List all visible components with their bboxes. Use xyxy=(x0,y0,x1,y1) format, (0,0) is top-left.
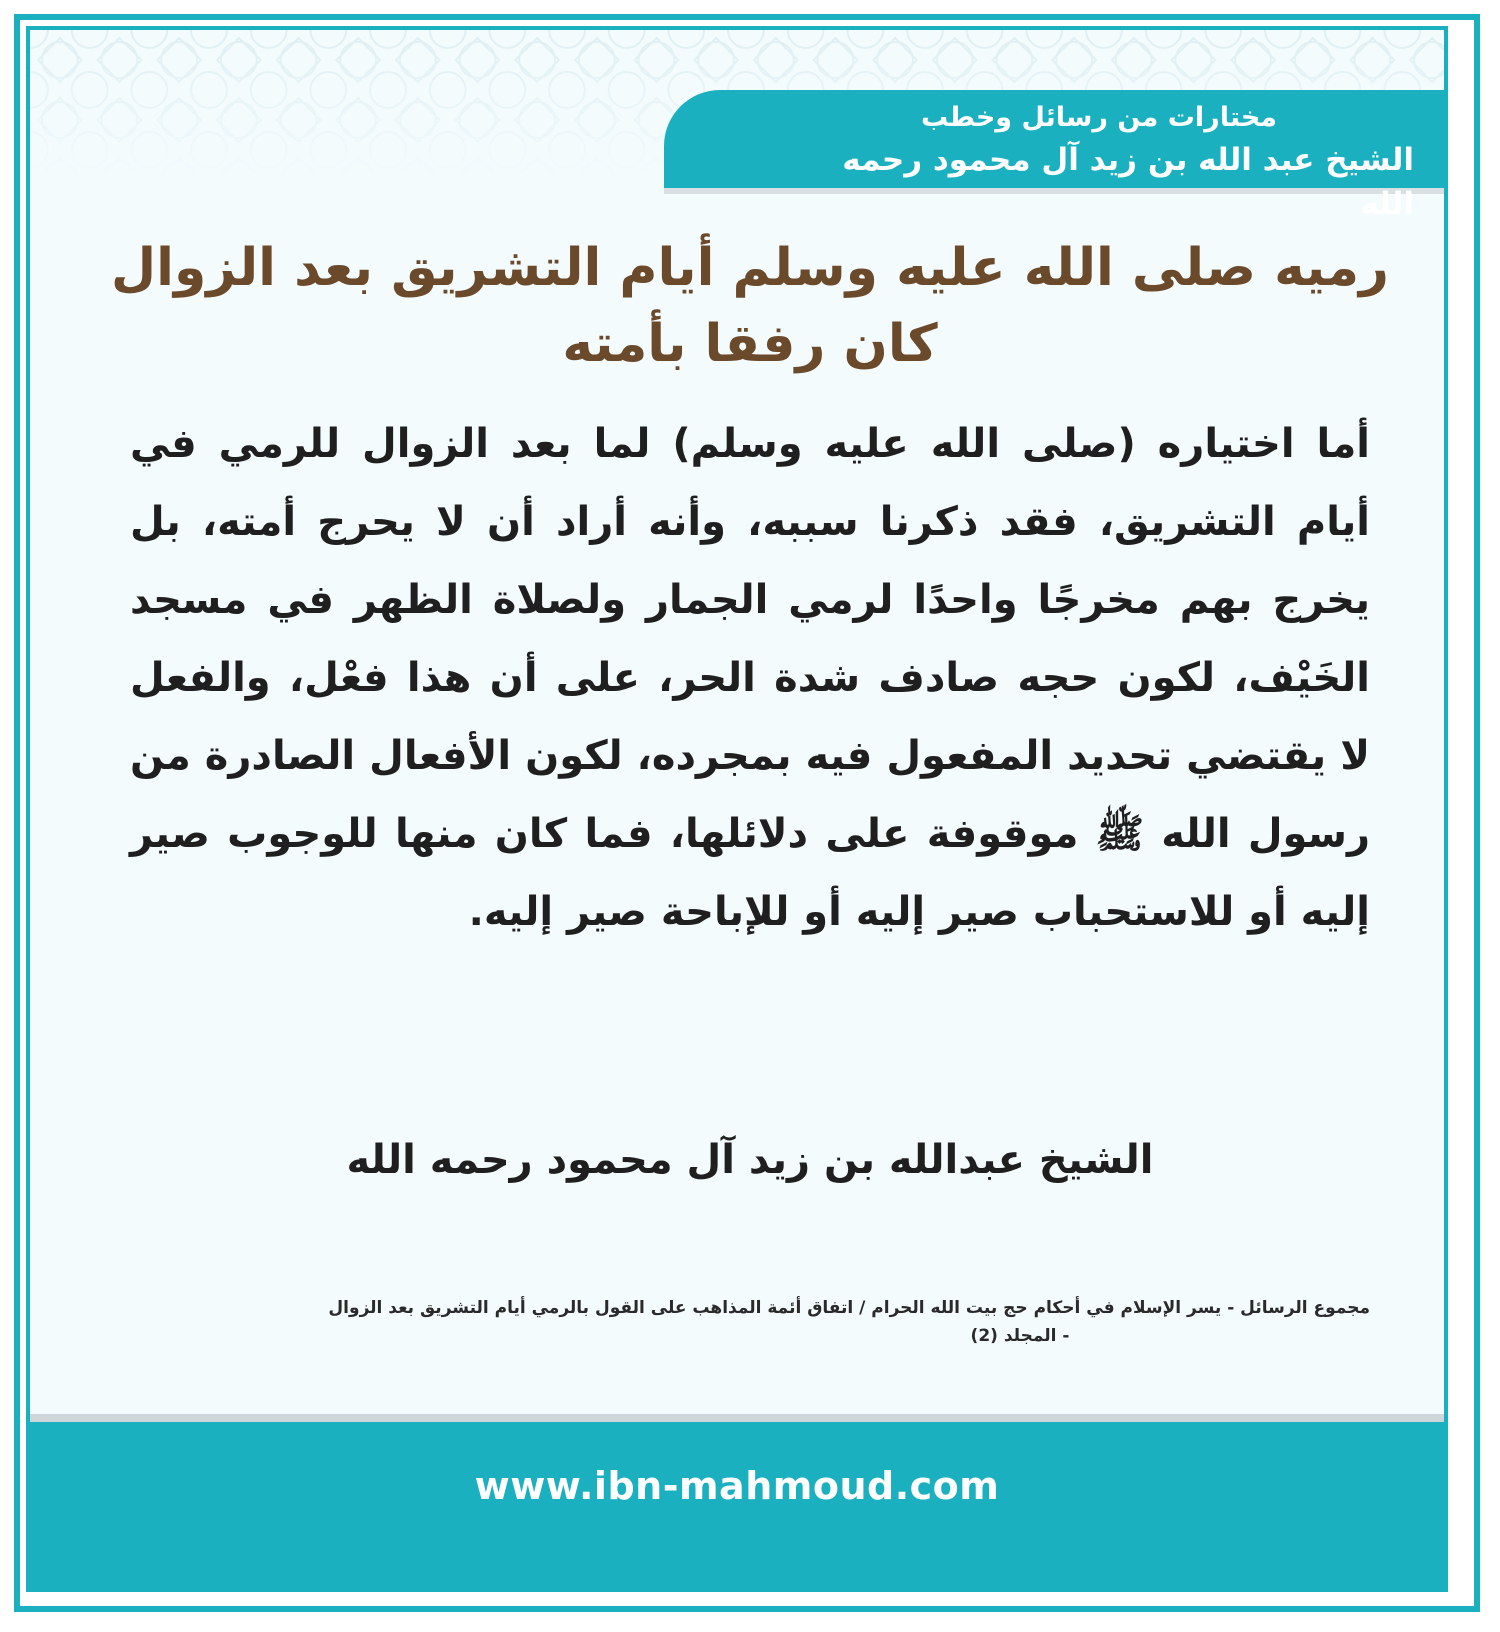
source-citation xyxy=(110,1294,1370,1350)
header-author-name: الشيخ عبد الله بن زيد آل محمود رحمه الله xyxy=(842,142,1414,222)
header-series-title: مختارات من رسائل وخطب xyxy=(920,102,1278,133)
source-citation-line2: - المجلد (2) xyxy=(970,1326,1070,1346)
website-link[interactable]: www.ibn-mahmoud.com xyxy=(474,1464,1000,1508)
source-citation-line1: مجموع الرسائل - يسر الإسلام في أحكام حج بيت الله الحرام / اتفاق أئمة المذاهب على القول بالرمي أيام التشريق بعد الزوال xyxy=(328,1298,1370,1318)
article-body: أما اختياره (صلى الله عليه وسلم) لما بعد الزوال للرمي في أيام التشريق، فقد ذكرنا سببه، وأنه أراد أن لا يحرج أمته، بل يخرج بهم مخرجًا واحدًا لرمي الجمار ولصلاة الظهر في مسجد الخَيْف، لكون حجه صادف شدة الحر، على أن هذا فعْل، والفعل لا يقتضي تحديد المفعول فيه بمجرده، لكون الأفعال الصادرة من رسول الله ﷺ موقوفة على دلائلها، فما كان منها للوجوب صير إليه أو للاستحباب صير إليه أو للإباحة صير إليه. xyxy=(130,421,1370,935)
card xyxy=(26,26,1448,1592)
article-title: رميه صلى الله عليه وسلم أيام التشريق بعد الزوال كان رفقا بأمته xyxy=(111,238,1389,374)
author-signature: الشيخ عبدالله بن زيد آل محمود رحمه الله xyxy=(346,1137,1154,1183)
header-banner xyxy=(664,90,1444,222)
footer-band xyxy=(30,1414,1444,1588)
